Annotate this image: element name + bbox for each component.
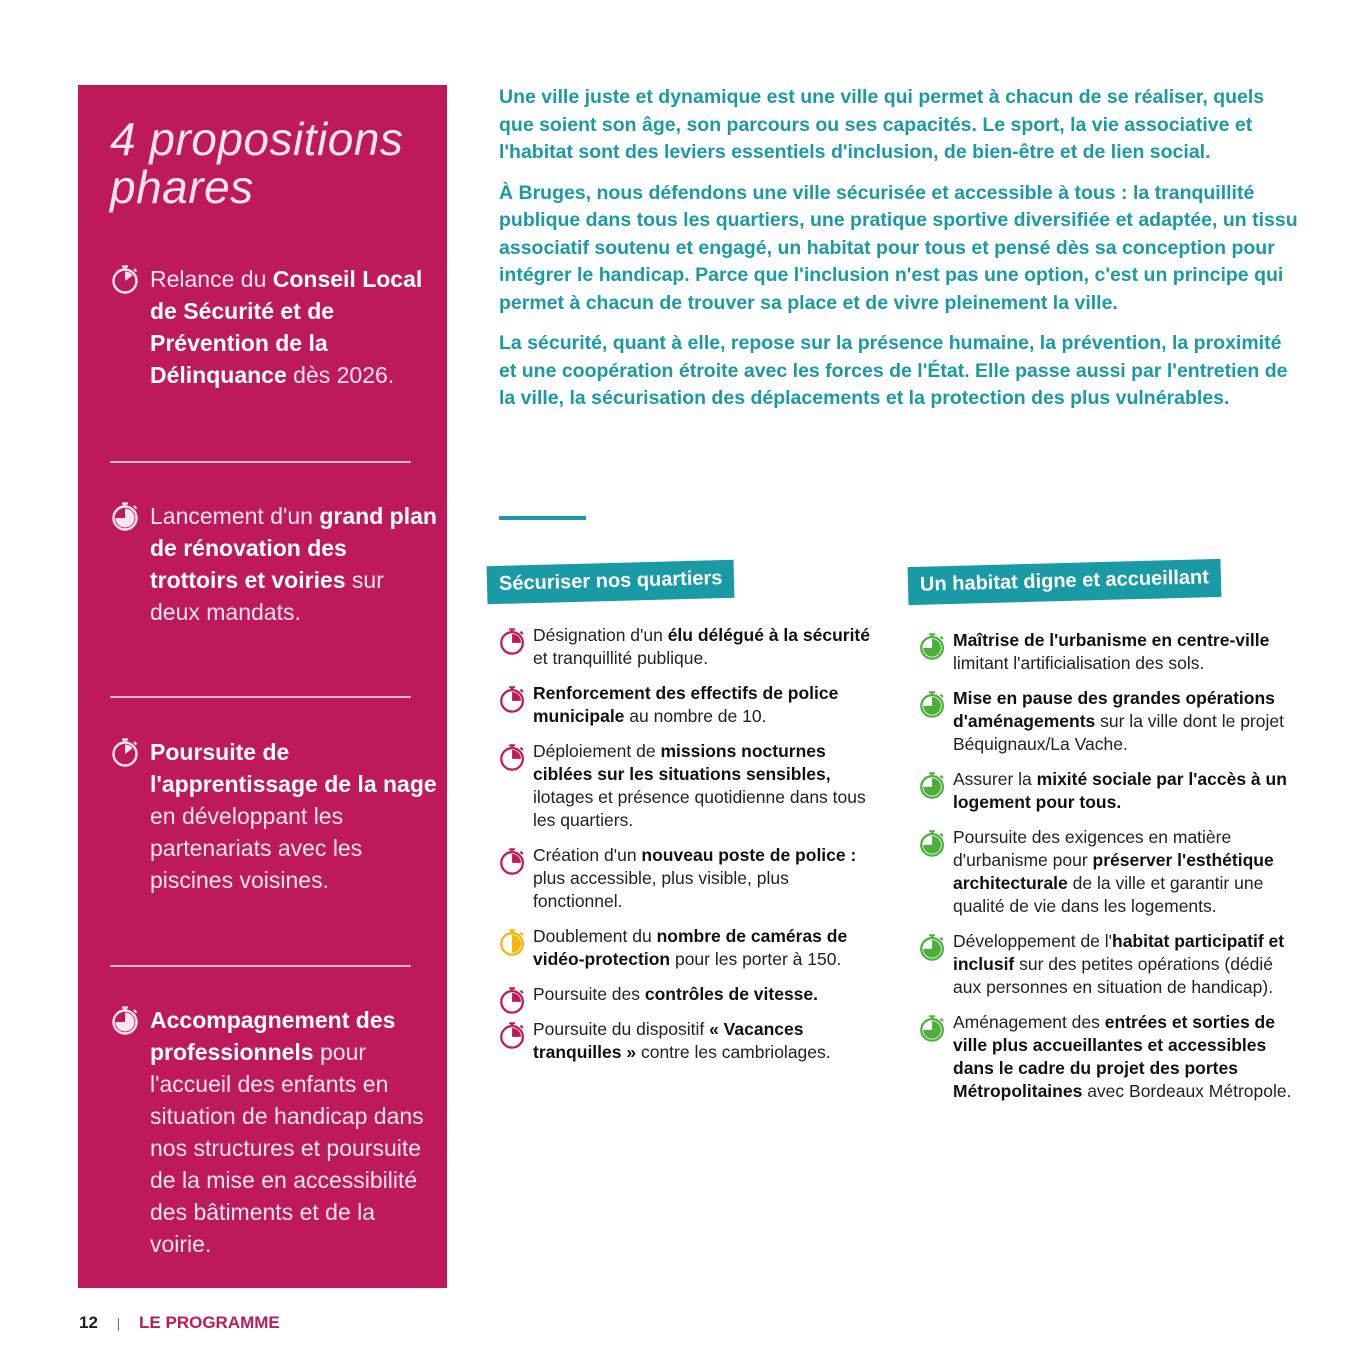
- stopwatch-icon: [498, 626, 528, 656]
- section-tag-habitat: Un habitat digne et accueillant: [908, 559, 1222, 605]
- proposition: [110, 736, 440, 896]
- body-text: Assurer la: [953, 769, 1037, 789]
- stopwatch-icon: [918, 631, 948, 667]
- body-text: sur des petites opérations (dédié aux personnes en situation de handicap).: [953, 954, 1274, 997]
- emphasis-text: Poursuite de l'apprentissage de la nage: [150, 739, 437, 797]
- divider: [110, 461, 411, 463]
- body-text: plus accessible, plus visible, plus fonctionnel.: [533, 868, 789, 911]
- body-text: pour l'accueil des enfants en situation de handicap dans nos structures et poursuite de la mise en accessibilité des bâtiments et de la voirie.: [150, 1039, 424, 1257]
- stopwatch-icon: [110, 263, 142, 295]
- emphasis-text: « Vacances tranquilles »: [533, 1019, 804, 1062]
- footer-section-label: LE PROGRAMME: [139, 1313, 280, 1332]
- emphasis-text: contrôles de vitesse.: [644, 984, 819, 1004]
- list-item-text: [953, 768, 1298, 814]
- emphasis-text: missions nocturnes ciblées sur les situations sensibles,: [533, 741, 831, 784]
- list-item-text: [533, 740, 878, 832]
- list-item: [498, 983, 878, 1006]
- divider: [110, 965, 411, 967]
- stopwatch-icon: [918, 689, 948, 719]
- list-item: [918, 768, 1298, 814]
- proposition: [110, 263, 440, 391]
- stopwatch-icon: [498, 1020, 528, 1050]
- stopwatch-icon: [110, 500, 142, 532]
- sidebar-title: 4 propositions phares: [110, 113, 404, 213]
- list-item-text: [533, 624, 878, 670]
- stopwatch-icon: [498, 985, 528, 1015]
- intro-text: [499, 84, 1299, 426]
- stopwatch-icon: [110, 263, 142, 300]
- section-habitat-list: [918, 629, 1298, 1115]
- list-item: [498, 1018, 878, 1064]
- proposals-sidebar: [78, 85, 447, 1288]
- footer-separator: |: [116, 1315, 121, 1331]
- proposition: [110, 500, 440, 628]
- list-item: [498, 624, 878, 670]
- stopwatch-icon: [498, 927, 528, 957]
- body-text: avec Bordeaux Métropole.: [1082, 1081, 1292, 1101]
- list-item-text: [533, 983, 878, 1006]
- emphasis-text: nouveau poste de police :: [641, 845, 857, 865]
- intro-paragraph: La sécurité, quant à elle, repose sur la présence humaine, la prévention, la proximité et une coopération étroite avec les forces de l'État. Elle passe aussi par l'entretien de la ville, la sécurisation des déplacements et la protection des plus vulnérables.: [499, 332, 1288, 409]
- page-number: 12: [79, 1313, 98, 1332]
- body-text: sur la ville dont le projet Béquignaux/La Vache.: [953, 711, 1284, 754]
- list-item: [918, 1011, 1298, 1103]
- list-item-text: [953, 1011, 1298, 1103]
- list-item: [498, 682, 878, 728]
- stopwatch-icon: [918, 932, 948, 962]
- emphasis-text: Accompagnement des professionnels: [150, 1007, 396, 1065]
- list-item-text: [953, 826, 1298, 918]
- stopwatch-icon: [918, 770, 948, 800]
- proposition: [110, 1004, 440, 1260]
- stopwatch-icon: [110, 1004, 142, 1041]
- page-footer: [79, 1313, 280, 1333]
- stopwatch-icon: [110, 500, 142, 537]
- emphasis-text: Renforcement des effectifs de police municipale: [533, 683, 839, 726]
- stopwatch-icon: [918, 828, 948, 858]
- body-text: pour les porter à 150.: [670, 949, 842, 969]
- body-text: ilotages et présence quotidienne dans tous les quartiers.: [533, 787, 866, 830]
- stopwatch-icon: [918, 770, 948, 806]
- body-text: dès 2026.: [286, 362, 395, 388]
- proposition-text: [150, 500, 440, 628]
- body-text: Déploiement de: [533, 741, 661, 761]
- intro-paragraph: À Bruges, nous défendons une ville sécurisée et accessible à tous : la tranquillité publique dans tous les quartiers, une pratique sportive diversifiée et adaptée, un tissu associatif soutenu et engagé, un habitat pour tous et pensé dès sa conception pour intégrer le handicap. Parce que l'inclusion n'est pas une option, c'est un principe qui permet à chacun de trouver sa place et de vivre pleinement la ville.: [499, 181, 1298, 314]
- stopwatch-icon: [498, 742, 528, 772]
- list-item-text: [533, 682, 878, 728]
- body-text: en développant les partenariats avec les piscines voisines.: [150, 803, 363, 893]
- stopwatch-icon: [110, 736, 142, 768]
- stopwatch-icon: [918, 1013, 948, 1043]
- list-item-text: [953, 930, 1298, 999]
- emphasis-text: Maîtrise de l'urbanisme en centre-ville: [953, 630, 1270, 650]
- list-item: [498, 925, 878, 971]
- stopwatch-icon: [918, 932, 948, 968]
- body-text: Désignation d'un: [533, 625, 668, 645]
- stopwatch-icon: [498, 927, 528, 963]
- list-item-text: [533, 1018, 878, 1064]
- stopwatch-icon: [498, 1020, 528, 1056]
- stopwatch-icon: [918, 828, 948, 864]
- divider: [110, 696, 411, 698]
- stopwatch-icon: [498, 626, 528, 662]
- list-item-text: [953, 687, 1298, 756]
- body-text: sur deux mandats.: [150, 567, 384, 625]
- body-text: de la ville et garantir une qualité de vie dans les logements.: [953, 873, 1264, 916]
- emphasis-text: nombre de caméras de vidéo-protection: [533, 926, 848, 969]
- stopwatch-icon: [498, 684, 528, 720]
- list-item-text: [533, 844, 878, 913]
- stopwatch-icon: [498, 684, 528, 714]
- body-text: Doublement du: [533, 926, 657, 946]
- section-securiser-list: [498, 624, 878, 1076]
- emphasis-text: Mise en pause des grandes opérations d'aménagements: [953, 688, 1275, 731]
- body-text: contre les cambriolages.: [636, 1042, 831, 1062]
- emphasis-text: grand plan de rénovation des trottoirs et voiries: [150, 503, 437, 593]
- list-item-text: [953, 629, 1298, 675]
- list-item: [918, 826, 1298, 918]
- body-text: Lancement d'un: [150, 503, 320, 529]
- list-item-text: [533, 925, 878, 971]
- emphasis-text: habitat participatif et inclusif: [953, 931, 1285, 974]
- proposition-text: [150, 263, 440, 391]
- proposition-text: [150, 1004, 440, 1260]
- body-text: limitant l'artificialisation des sols.: [953, 653, 1205, 673]
- list-item: [918, 930, 1298, 999]
- accent-rule: [499, 516, 586, 520]
- emphasis-text: préserver l'esthétique architecturale: [953, 850, 1274, 893]
- intro-paragraph: Une ville juste et dynamique est une ville qui permet à chacun de se réaliser, quels que soient son âge, son parcours ou ses capacités. Le sport, la vie associative et l'habitat sont des leviers essentiels d'inclusion, de bien-être et de lien social.: [499, 86, 1265, 163]
- body-text: au nombre de 10.: [624, 706, 767, 726]
- body-text: Relance du: [150, 266, 273, 292]
- list-item: [498, 844, 878, 913]
- stopwatch-icon: [918, 631, 948, 661]
- emphasis-text: Conseil Local de Sécurité et de Prévention de la Délinquance: [150, 266, 423, 388]
- stopwatch-icon: [498, 985, 528, 1021]
- stopwatch-icon: [110, 736, 142, 773]
- emphasis-text: mixité sociale par l'accès à un logement pour tous.: [953, 769, 1287, 812]
- stopwatch-icon: [110, 1004, 142, 1036]
- emphasis-text: élu délégué à la sécurité: [667, 625, 870, 645]
- body-text: Poursuite des exigences en matière d'urbanisme pour: [953, 827, 1232, 870]
- list-item: [918, 687, 1298, 756]
- section-tag-securiser: Sécuriser nos quartiers: [487, 560, 735, 604]
- stopwatch-icon: [918, 1013, 948, 1049]
- stopwatch-icon: [498, 846, 528, 882]
- list-item: [918, 629, 1298, 675]
- body-text: Poursuite des: [533, 984, 645, 1004]
- proposition-text: [150, 736, 440, 896]
- stopwatch-icon: [918, 689, 948, 725]
- body-text: Développement de l': [953, 931, 1112, 951]
- body-text: Aménagement des: [953, 1012, 1105, 1032]
- stopwatch-icon: [498, 742, 528, 778]
- stopwatch-icon: [498, 846, 528, 876]
- body-text: Poursuite du dispositif: [533, 1019, 710, 1039]
- body-text: Création d'un: [533, 845, 642, 865]
- emphasis-text: entrées et sorties de ville plus accueillantes et accessibles dans le cadre du projet des portes Métropolitaines: [953, 1012, 1275, 1101]
- body-text: et tranquillité publique.: [533, 648, 709, 668]
- list-item: [498, 740, 878, 832]
